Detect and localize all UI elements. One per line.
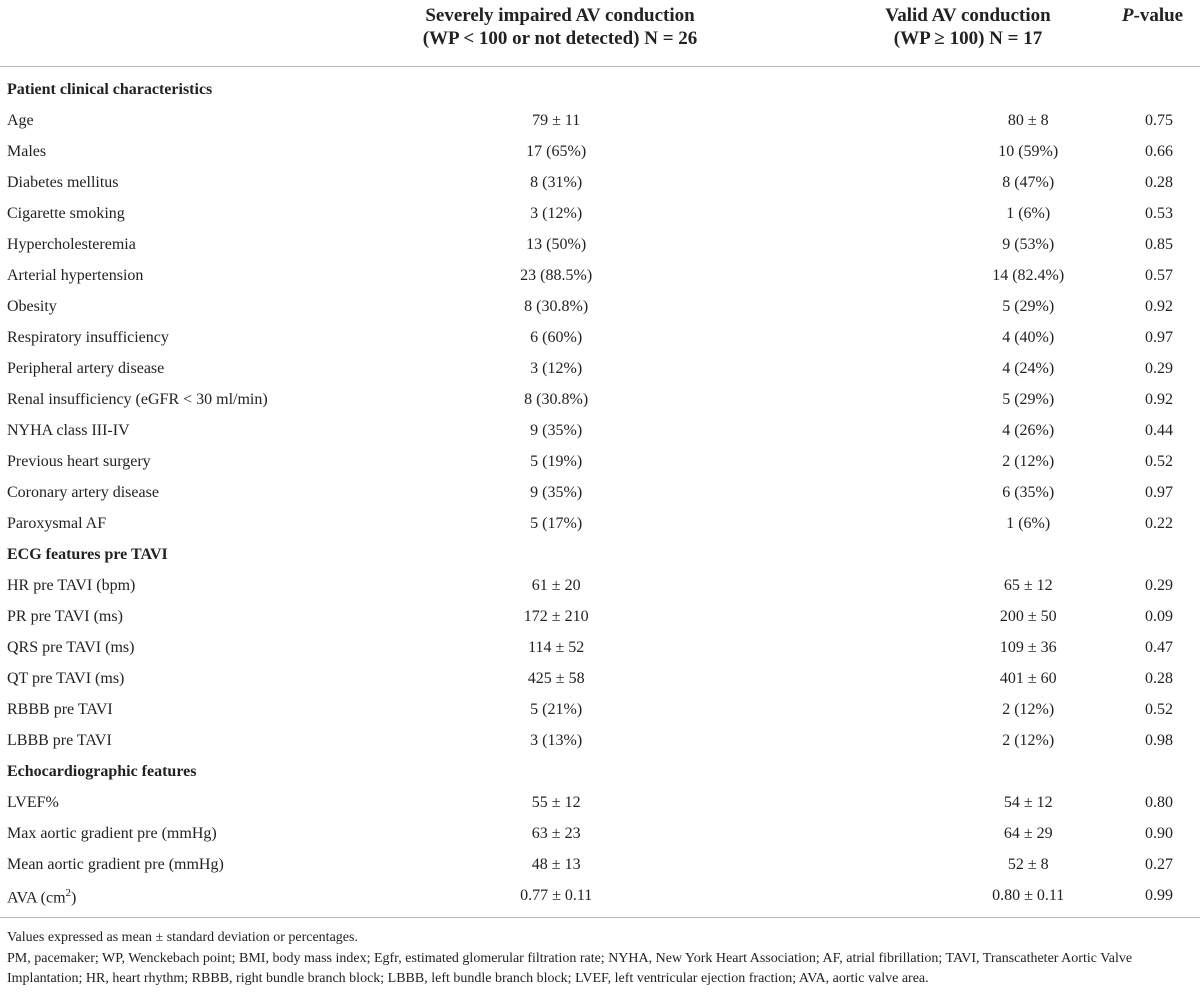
row-label: QT pre TAVI (ms) — [7, 669, 125, 687]
cell-severely-impaired: 9 (35%) — [530, 421, 583, 439]
table-row — [0, 880, 1200, 911]
table-row — [0, 508, 1200, 539]
cell-p-value: 0.98 — [1145, 731, 1173, 749]
table-row — [0, 105, 1200, 136]
section-title: Echocardiographic features — [7, 762, 197, 780]
cell-valid-conduction: 2 (12%) — [1002, 731, 1055, 749]
cell-severely-impaired: 55 ± 12 — [531, 793, 581, 811]
row-label: Diabetes mellitus — [7, 173, 119, 191]
cell-p-value: 0.80 — [1145, 793, 1173, 811]
row-label-superscript: 2 — [65, 886, 72, 899]
cell-valid-conduction: 1 (6%) — [1006, 204, 1051, 222]
table-row — [0, 136, 1200, 167]
cell-severely-impaired: 425 ± 58 — [527, 669, 585, 687]
cell-p-value: 0.09 — [1145, 607, 1173, 625]
row-label: Coronary artery disease — [7, 483, 159, 501]
cell-valid-conduction: 6 (35%) — [1002, 483, 1055, 501]
cell-valid-conduction: 109 ± 36 — [999, 638, 1057, 656]
row-label: Age — [7, 111, 34, 129]
cell-severely-impaired: 61 ± 20 — [531, 576, 581, 594]
table-row — [0, 260, 1200, 291]
cell-severely-impaired: 3 (12%) — [530, 359, 583, 377]
cell-p-value: 0.97 — [1145, 483, 1173, 501]
header-group1-line1: Severely impaired AV conduction — [425, 5, 695, 26]
table-row — [0, 632, 1200, 663]
cell-p-value: 0.75 — [1145, 111, 1173, 129]
header-group2 — [818, 4, 1118, 50]
row-label: Respiratory insufficiency — [7, 328, 169, 346]
header-divider — [0, 66, 1200, 67]
cell-p-value: 0.66 — [1145, 142, 1173, 160]
row-label: LBBB pre TAVI — [7, 731, 112, 749]
row-label: LVEF% — [7, 793, 59, 811]
cell-p-value: 0.53 — [1145, 204, 1173, 222]
section-header-row — [0, 756, 1200, 787]
footnote-values: Values expressed as mean ± standard deviation or percentages. — [7, 930, 358, 945]
table-row — [0, 291, 1200, 322]
table-row — [0, 446, 1200, 477]
table-row — [0, 384, 1200, 415]
row-label: Males — [7, 142, 47, 160]
cell-valid-conduction: 1 (6%) — [1006, 514, 1051, 532]
header-pvalue — [1110, 4, 1195, 27]
cell-p-value: 0.97 — [1145, 328, 1173, 346]
cell-severely-impaired: 9 (35%) — [530, 483, 583, 501]
header-pvalue-letter: P — [1121, 5, 1134, 26]
cell-valid-conduction: 401 ± 60 — [999, 669, 1057, 687]
cell-valid-conduction: 2 (12%) — [1002, 452, 1055, 470]
table-row — [0, 198, 1200, 229]
cell-p-value: 0.22 — [1145, 514, 1173, 532]
cell-valid-conduction: 10 (59%) — [998, 142, 1059, 160]
table-row — [0, 353, 1200, 384]
cell-p-value: 0.29 — [1145, 576, 1173, 594]
header-group1 — [335, 4, 785, 50]
cell-p-value: 0.47 — [1145, 638, 1173, 656]
cell-severely-impaired: 13 (50%) — [526, 235, 587, 253]
cell-severely-impaired: 17 (65%) — [526, 142, 587, 160]
row-label: Max aortic gradient pre (mmHg) — [7, 824, 217, 842]
cell-severely-impaired: 5 (21%) — [530, 700, 583, 718]
cell-severely-impaired: 0.77 ± 0.11 — [520, 886, 593, 904]
cell-p-value: 0.99 — [1145, 886, 1173, 904]
table-row — [0, 694, 1200, 725]
table-row — [0, 663, 1200, 694]
cell-p-value: 0.44 — [1145, 421, 1173, 439]
header-group1-line2: (WP < 100 or not detected) N = 26 — [422, 28, 698, 49]
row-label: Paroxysmal AF — [7, 514, 107, 532]
table-row — [0, 570, 1200, 601]
table-footnotes — [7, 928, 1195, 990]
cell-p-value: 0.92 — [1145, 390, 1173, 408]
section-title: Patient clinical characteristics — [7, 80, 213, 98]
section-header-row — [0, 539, 1200, 570]
cell-valid-conduction: 2 (12%) — [1002, 700, 1055, 718]
row-label: Hypercholesteremia — [7, 235, 136, 253]
cell-valid-conduction: 0.80 ± 0.11 — [992, 886, 1065, 904]
cell-p-value: 0.85 — [1145, 235, 1173, 253]
row-label: RBBB pre TAVI — [7, 700, 113, 718]
cell-severely-impaired: 3 (13%) — [530, 731, 583, 749]
cell-valid-conduction: 5 (29%) — [1002, 297, 1055, 315]
section-title: ECG features pre TAVI — [7, 545, 168, 563]
cell-severely-impaired: 23 (88.5%) — [520, 266, 593, 284]
cell-severely-impaired: 63 ± 23 — [531, 824, 581, 842]
cell-severely-impaired: 114 ± 52 — [528, 638, 585, 656]
table-row — [0, 849, 1200, 880]
cell-p-value: 0.52 — [1145, 700, 1173, 718]
row-label: NYHA class III-IV — [7, 421, 130, 439]
header-group2-line2: (WP ≥ 100) N = 17 — [893, 28, 1043, 49]
cell-valid-conduction: 65 ± 12 — [1003, 576, 1053, 594]
row-label: Arterial hypertension — [7, 266, 144, 284]
row-label — [0, 880, 391, 911]
table-row — [0, 725, 1200, 756]
cell-severely-impaired: 48 ± 13 — [531, 855, 581, 873]
cell-severely-impaired: 8 (30.8%) — [524, 297, 589, 315]
table-header — [0, 0, 1200, 64]
row-label-tail: ) — [71, 889, 77, 907]
cell-p-value: 0.28 — [1145, 669, 1173, 687]
cell-valid-conduction: 5 (29%) — [1002, 390, 1055, 408]
cell-severely-impaired: 79 ± 11 — [532, 111, 581, 129]
cell-valid-conduction: 200 ± 50 — [999, 607, 1057, 625]
cell-severely-impaired: 5 (19%) — [530, 452, 583, 470]
cell-valid-conduction: 4 (26%) — [1002, 421, 1055, 439]
data-table — [0, 74, 1200, 911]
cell-p-value: 0.57 — [1145, 266, 1173, 284]
row-label: HR pre TAVI (bpm) — [7, 576, 136, 594]
cell-severely-impaired: 8 (31%) — [530, 173, 583, 191]
table-row — [0, 415, 1200, 446]
cell-p-value: 0.28 — [1145, 173, 1173, 191]
row-label: Peripheral artery disease — [7, 359, 165, 377]
table-row — [0, 787, 1200, 818]
cell-valid-conduction: 64 ± 29 — [1003, 824, 1053, 842]
cell-valid-conduction: 8 (47%) — [1002, 173, 1055, 191]
cell-valid-conduction: 14 (82.4%) — [992, 266, 1065, 284]
header-group2-line1: Valid AV conduction — [885, 5, 1051, 26]
table-row — [0, 477, 1200, 508]
footnote-abbreviations: PM, pacemaker; WP, Wenckebach point; BMI, body mass index; Egfr, estimated glomerular filtration rate; NYHA, New York Heart Association; AF, atrial fibrillation; TAVI, Transcatheter Aortic Valve Implantation; HR, heart rhythm; RBBB, right bundle branch block; LBBB, left bundle branch block; LVEF, left ventricular ejection fraction; AVA, aortic valve area. — [7, 950, 1133, 986]
table-row — [0, 167, 1200, 198]
cell-p-value: 0.92 — [1145, 297, 1173, 315]
table-row — [0, 601, 1200, 632]
cell-p-value: 0.27 — [1145, 855, 1173, 873]
table-bottom-divider — [0, 917, 1200, 918]
cell-p-value: 0.29 — [1145, 359, 1173, 377]
table-body — [0, 74, 1200, 911]
row-label-text: AVA (cm — [7, 889, 66, 907]
table-row — [0, 818, 1200, 849]
row-label: Cigarette smoking — [7, 204, 125, 222]
cell-valid-conduction: 4 (24%) — [1002, 359, 1055, 377]
cell-severely-impaired: 172 ± 210 — [523, 607, 589, 625]
row-label: Obesity — [7, 297, 57, 315]
cell-severely-impaired: 6 (60%) — [530, 328, 583, 346]
cell-severely-impaired: 8 (30.8%) — [524, 390, 589, 408]
header-pvalue-suffix: -value — [1133, 5, 1184, 26]
cell-severely-impaired: 5 (17%) — [530, 514, 583, 532]
cell-severely-impaired: 3 (12%) — [530, 204, 583, 222]
cell-p-value: 0.90 — [1145, 824, 1173, 842]
row-label: Mean aortic gradient pre (mmHg) — [7, 855, 224, 873]
table-row — [0, 229, 1200, 260]
cell-valid-conduction: 4 (40%) — [1002, 328, 1055, 346]
row-label: PR pre TAVI (ms) — [7, 607, 123, 625]
cell-p-value: 0.52 — [1145, 452, 1173, 470]
table-row — [0, 322, 1200, 353]
row-label: Renal insufficiency (eGFR < 30 ml/min) — [7, 390, 268, 408]
section-header-row — [0, 74, 1200, 105]
row-label: Previous heart surgery — [7, 452, 151, 470]
cell-valid-conduction: 80 ± 8 — [1007, 111, 1049, 129]
row-label: QRS pre TAVI (ms) — [7, 638, 135, 656]
cell-valid-conduction: 9 (53%) — [1002, 235, 1055, 253]
cell-valid-conduction: 54 ± 12 — [1003, 793, 1053, 811]
cell-valid-conduction: 52 ± 8 — [1007, 855, 1049, 873]
